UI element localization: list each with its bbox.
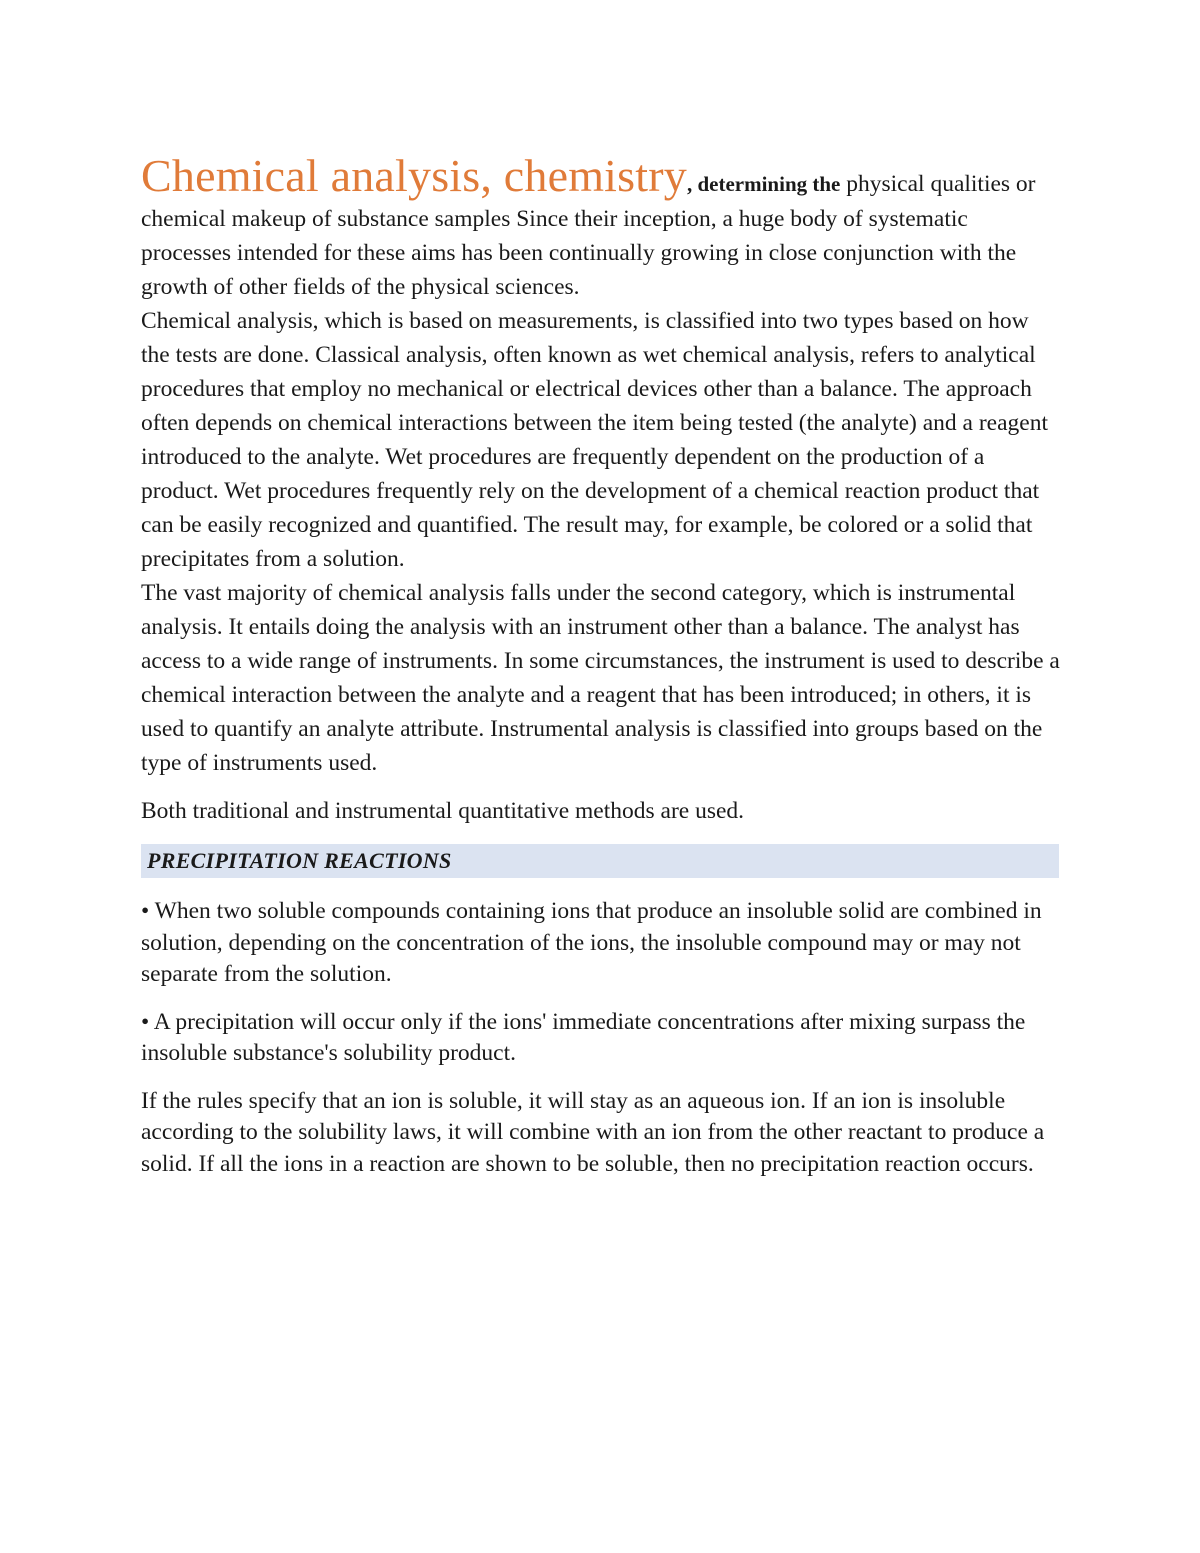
bullet-item: • A precipitation will occur only if the ions' immediate concentrations after mixing surpass the insoluble substance's solubility product. (141, 1008, 1026, 1066)
title-continuation: , determining the (686, 172, 841, 196)
bullet-item: • When two soluble compounds containing ions that produce an insoluble solid are combined in solution, depending on the concentration of the ions, the insoluble compound may or may not separate from the solution. (141, 898, 1042, 987)
document-title: Chemical analysis, chemistry (141, 150, 687, 201)
paragraph-instrumental-analysis: The vast majority of chemical analysis falls under the second category, which is instrumental analysis. It entails doing the analysis with an instrument other than a balance. The analyst has access to a wide range of instruments. In some circumstances, the instrument is used to describe a chemical interaction between the analyte and a reagent that has been introduced; in others, it is used to quantify an analyte attribute. Instrumental analysis is classified into groups based on the type of instruments used. (141, 580, 1060, 776)
document-page (141, 150, 1061, 1180)
intro-text: physical qualities or chemical makeup of substance samples Since their inception, a huge body of systematic processes intended for these aims has been continually growing in close conjunction with the growth of other fields of the physical sciences. (141, 171, 1036, 300)
paragraph-classical-analysis: Chemical analysis, which is based on measurements, is classified into two types based on how the tests are done. Classical analysis, often known as wet chemical analysis, refers to analytical procedures that employ no mechanical or electrical devices other than a balance. The approach often depends on chemical interactions between the item being tested (the analyte) and a reagent introduced to the analyte. Wet procedures are frequently dependent on the production of a product. Wet procedures frequently rely on the development of a chemical reaction product that can be easily recognized and quantified. The result may, for example, be colored or a solid that precipitates from a solution. (141, 308, 1048, 572)
paragraph-methods: Both traditional and instrumental quantitative methods are used. (141, 798, 745, 824)
closing-paragraph: If the rules specify that an ion is soluble, it will stay as an aqueous ion. If an ion is insoluble according to the solubility laws, it will combine with an ion from the other reactant to produce a solid. If all the ions in a reaction are shown to be soluble, then no precipitation reaction occurs. (141, 1087, 1045, 1177)
section-heading-precipitation: PRECIPITATION REACTIONS (141, 844, 1059, 878)
intro-paragraph (141, 150, 1061, 304)
